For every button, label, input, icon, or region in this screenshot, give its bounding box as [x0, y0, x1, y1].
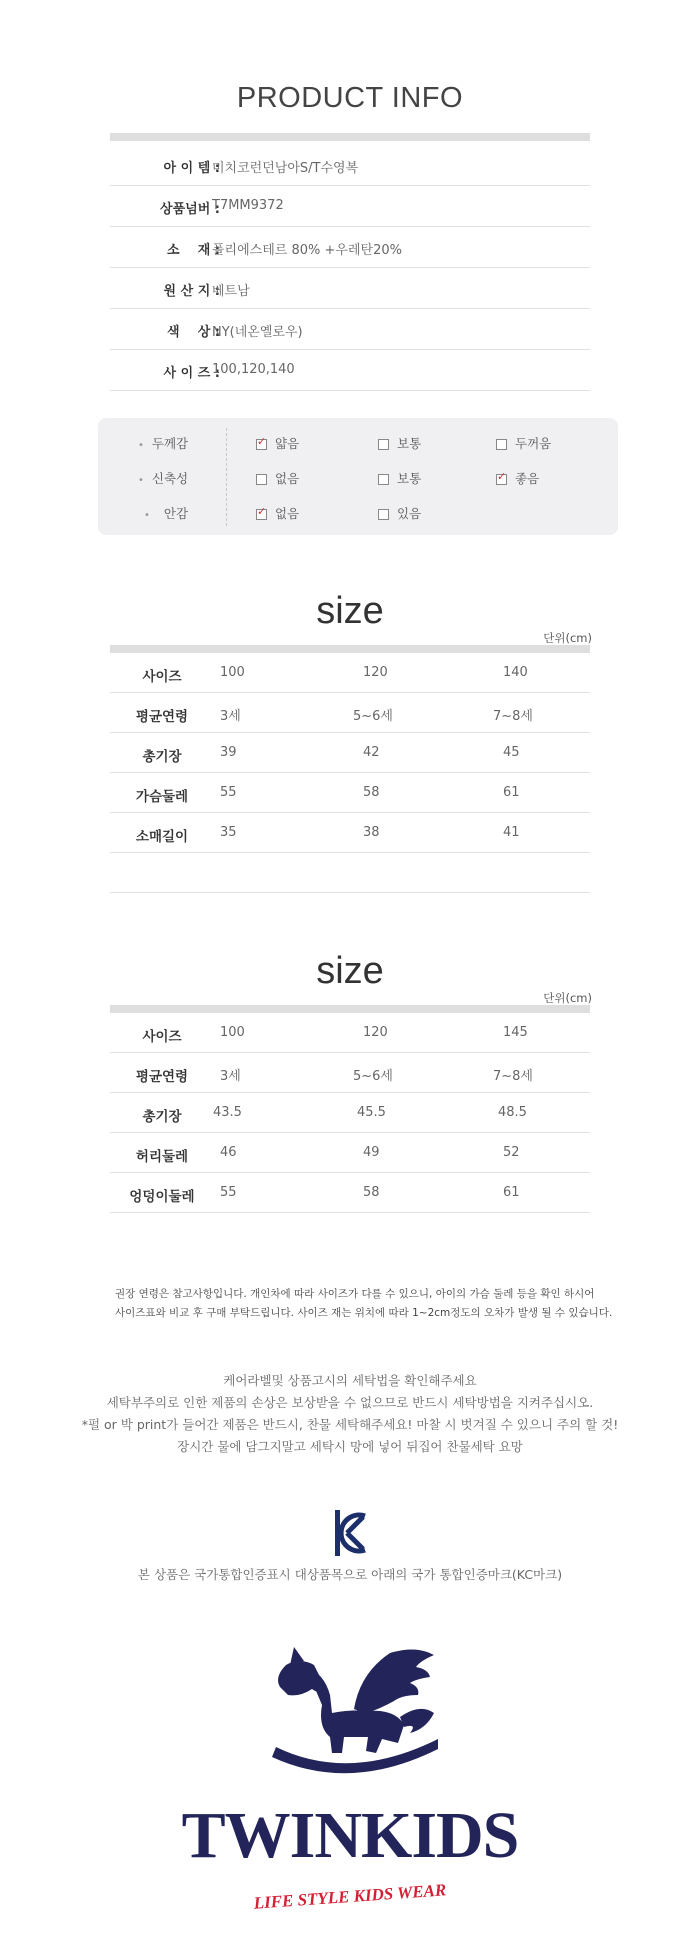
product-info-row-item [110, 145, 590, 186]
care-line-2: 세탁부주의로 인한 제품의 손상은 보상받을 수 없으므로 반드시 세탁방법을 지켜주십시오. [106, 1395, 594, 1410]
cell: 120 [363, 665, 388, 680]
option-thin[interactable]: ✓ 얇음 [256, 434, 299, 452]
cell: 55 [220, 785, 237, 800]
option-label-thickness: 두께감 [151, 436, 189, 451]
option-normal[interactable]: 보통 [378, 469, 421, 487]
table-row [110, 693, 590, 733]
row-label: 소매길이 [135, 829, 189, 845]
row-label: 총기장 [142, 749, 182, 765]
material-label: 소 재 : [167, 243, 220, 258]
product-info-row-number [110, 186, 590, 227]
table-row [110, 1173, 590, 1213]
product-info-row-size [110, 350, 590, 391]
cell: 5~6세 [353, 709, 393, 724]
product-info-top-bar [110, 133, 590, 141]
product-number-value: T7MM9372 [212, 198, 284, 213]
cell: 3세 [220, 709, 241, 724]
size-table-1-unit: 단위(cm) [543, 631, 592, 645]
bullet-icon: • [138, 475, 144, 486]
cell: 58 [363, 1185, 380, 1200]
cell: 42 [363, 745, 380, 760]
cell: 45.5 [357, 1105, 386, 1120]
size-notice [115, 1285, 635, 1323]
size-table-1-title: size [316, 590, 384, 632]
cell: 41 [503, 825, 520, 840]
brand-name: TWINKIDS [181, 1799, 519, 1872]
product-info-title: PRODUCT INFO [236, 82, 464, 114]
product-number-label: 상품넘버 : [160, 202, 220, 217]
row-label: 엉덩이둘레 [129, 1189, 195, 1205]
cell: 39 [220, 745, 237, 760]
checkbox-icon[interactable] [378, 439, 389, 450]
checkbox-checked-icon[interactable] [496, 474, 507, 485]
option-none[interactable]: ✓ 없음 [256, 504, 299, 522]
care-line-3: *펄 or 박 print가 들어간 제품은 반드시, 찬물 세탁해주세요! 마찰 시 벗겨질 수 있으니 주의 할 것! [81, 1417, 619, 1432]
checkbox-icon[interactable] [378, 509, 389, 520]
cell: 61 [503, 1185, 520, 1200]
size-notice-line-2: 사이즈표와 비교 후 구매 부탁드립니다. 사이즈 재는 위치에 따라 1~2cm정도의 오차가 발생 될 수 있습니다. [115, 1307, 613, 1319]
checkbox-icon[interactable] [256, 474, 267, 485]
row-label: 총기장 [142, 1109, 182, 1125]
table-row [110, 1053, 590, 1093]
brand-tagline: LIFE STYLE KIDS WEAR [253, 1880, 447, 1913]
option-label-elasticity: 신축성 [151, 471, 189, 486]
cell: 7~8세 [493, 709, 533, 724]
cell: 5~6세 [353, 1069, 393, 1084]
bullet-icon: • [144, 510, 150, 521]
checkbox-checked-icon[interactable] [256, 439, 267, 450]
option-good[interactable]: ✓ 좋음 [496, 469, 539, 487]
color-value: NY(네온옐로우) [212, 325, 303, 340]
kc-notice: 본 상품은 국가통합인증표시 대상품목으로 아래의 국가 통합인증마크(KC마크) [137, 1567, 563, 1582]
cell: 52 [503, 1145, 520, 1160]
care-line-4: 장시간 물에 담그지말고 세탁시 망에 넣어 뒤집어 찬물세탁 요망 [177, 1439, 523, 1454]
size-table-2-bar [110, 1005, 590, 1013]
material-value: 폴리에스테르 80% +우레탄20% [212, 243, 402, 258]
checkbox-checked-icon[interactable] [256, 509, 267, 520]
option-normal[interactable]: 보통 [378, 434, 421, 452]
table-row [110, 1093, 590, 1133]
row-label: 평균연령 [135, 709, 189, 725]
product-info-table [110, 145, 590, 391]
row-label: 평균연령 [135, 1069, 189, 1085]
cell: 58 [363, 785, 380, 800]
cell: 145 [503, 1025, 528, 1040]
row-label: 허리둘레 [135, 1149, 189, 1165]
table-row [110, 733, 590, 773]
cell: 3세 [220, 1069, 241, 1084]
option-row-thickness [98, 425, 618, 459]
option-label-lining: 안감 [163, 506, 189, 521]
cell: 49 [363, 1145, 380, 1160]
table-row [110, 1013, 590, 1053]
row-label: 사이즈 [142, 1029, 182, 1045]
cell: 7~8세 [493, 1069, 533, 1084]
rocking-pegasus-logo-icon [270, 1643, 440, 1783]
cell: 61 [503, 785, 520, 800]
cell: 45 [503, 745, 520, 760]
table-row [110, 773, 590, 813]
size-table-2-title: size [316, 950, 384, 992]
cell: 46 [220, 1145, 237, 1160]
kc-mark-icon [333, 1508, 369, 1558]
size-table-1-bar [110, 645, 590, 653]
row-label: 사이즈 [142, 669, 182, 685]
color-label: 색 상 : [167, 325, 220, 340]
size-table-2 [110, 1013, 590, 1213]
item-value: 미치코런던남아S/T수영복 [212, 161, 359, 176]
size-table-1 [110, 653, 590, 893]
size-label: 사 이 즈 : [163, 366, 220, 381]
table-row [110, 1133, 590, 1173]
table-row [110, 813, 590, 853]
cell: 140 [503, 665, 528, 680]
bullet-icon: • [138, 440, 144, 451]
product-info-row-material [110, 227, 590, 268]
care-instructions [0, 1370, 700, 1458]
cell: 100 [220, 1025, 245, 1040]
cell: 38 [363, 825, 380, 840]
cell: 55 [220, 1185, 237, 1200]
table-row-empty [110, 853, 590, 893]
option-row-elasticity [98, 460, 618, 494]
cell: 43.5 [213, 1105, 242, 1120]
product-info-row-origin [110, 268, 590, 309]
origin-label: 원 산 지 : [163, 284, 220, 299]
product-info-row-color [110, 309, 590, 350]
option-none[interactable]: 없음 [256, 469, 299, 487]
option-thick[interactable]: 두꺼움 [496, 434, 551, 452]
option-yes[interactable]: 있음 [378, 504, 421, 522]
size-notice-line-1: 권장 연령은 참고사항입니다. 개인차에 따라 사이즈가 다를 수 있으니, 아이의 가슴 둘레 등을 확인 하시어 [115, 1288, 595, 1300]
cell: 100 [220, 665, 245, 680]
cell: 48.5 [498, 1105, 527, 1120]
cell: 120 [363, 1025, 388, 1040]
size-value: 100,120,140 [212, 362, 295, 377]
checkbox-icon[interactable] [496, 439, 507, 450]
care-line-1: 케어라벨및 상품고시의 세탁법을 확인해주세요 [223, 1373, 477, 1388]
option-row-lining [98, 495, 618, 529]
row-label: 가슴둘레 [135, 789, 189, 805]
size-table-2-unit: 단위(cm) [543, 991, 592, 1005]
item-label: 아 이 템 : [163, 161, 220, 176]
cell: 35 [220, 825, 237, 840]
table-row [110, 653, 590, 693]
checkbox-icon[interactable] [378, 474, 389, 485]
origin-value: 베트남 [212, 284, 250, 299]
